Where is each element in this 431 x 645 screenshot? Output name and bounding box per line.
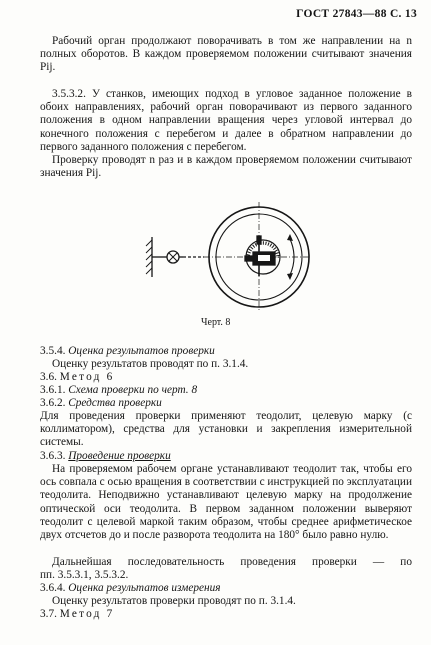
section-364-heading: 3.6.4. Оценка результатов измерения [40,582,221,594]
section-36-heading: 3.6. Метод 6 [40,371,115,383]
header-number: 27843—88 [332,8,387,20]
theodolite [245,236,280,276]
section-364-text: Оценку результатов проверки проводят по п. 3.1.4. [52,595,296,607]
section-363-tail-1: Дальнейшая последовательность проведения проверки — по [52,556,412,568]
drawing-8 [140,192,310,314]
section-362-text: Для проведения проверки применяют теодолит, целевую марку (с коллиматором), средства для установки и закрепления измерительной системы. [40,410,412,449]
paragraph-1: Рабочий орган продолжают поворачивать в том же направлении на n полных оборотов. В каждом проверяемом положении считывают значения Pij. [40,35,412,74]
figure-caption: Черт. 8 [201,317,231,328]
wall-hatch [146,240,152,274]
page-header [296,8,417,20]
section-363-text: На проверяемом рабочем органе устанавливают теодолит так, чтобы его ось совпала с осью вращения в соответствии с инструкцией по эксплуатации теодолита. Неподвижно устанавливают целевую марку на продолжение оптической оси теодолита. В первом заданном положении выверяют теодолит с целевой маркой таким образом, чтобы среднее арифметическое двух отсчетов до и после разворота теодолита на 180° было равно нулю. [40,463,412,542]
section-361-heading: 3.6.1. Схема проверки по черт. 8 [40,384,198,396]
section-362-heading: 3.6.2. Средства проверки [40,397,162,409]
section-363-tail-2: пп. 3.5.3.1, 3.5.3.2. [40,569,129,581]
section-354-text: Оценку результатов проводят по п. 3.1.4. [52,358,249,370]
section-354-heading: 3.5.4. Оценка результатов проверки [40,345,215,357]
header-gost: ГОСТ [296,8,330,20]
header-page: С. 13 [389,8,417,20]
section-37-heading: 3.7. Метод 7 [40,608,115,620]
section-363-heading: 3.6.3. Проведение проверки [40,450,171,462]
paragraph-3: Проверку проводят n раз и в каждом проверяемом положении считывают значения Pij. [40,154,412,180]
paragraph-2: 3.5.3.2. У станков, имеющих подход в угловое заданное положение в обоих направлениях, рабочий орган поворачивают из первого заданного положения в одном направлении вращения через угловой интервал до конечного положения с перебегом и далее в обратном направлении до первого заданного положения с перебегом. [40,88,412,153]
